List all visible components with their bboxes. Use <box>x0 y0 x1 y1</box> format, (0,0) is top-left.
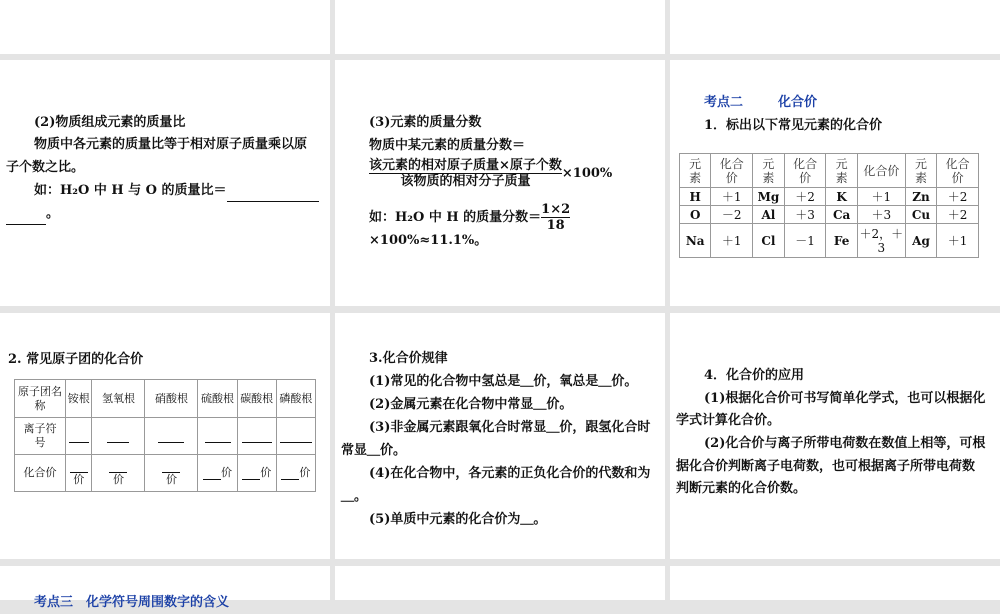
answer-blank <box>281 466 299 480</box>
section-title: 化合价 <box>778 95 818 110</box>
end-punct: 。 <box>46 206 60 221</box>
answer-blank <box>158 429 184 443</box>
answer-blank <box>242 429 272 443</box>
heading: 2. 常见原子团的化合价 <box>8 352 144 367</box>
answer-blank <box>6 211 46 225</box>
example-line-2 <box>6 203 59 225</box>
unit: 价 <box>73 473 85 486</box>
header-cell: 硝酸根 <box>145 380 198 418</box>
element-valence-table <box>679 153 979 258</box>
slide-bottom-middle <box>335 566 665 600</box>
fraction <box>369 158 562 189</box>
slide-top-middle <box>335 0 665 54</box>
blank-cell <box>66 418 92 455</box>
slide-valence-elements <box>670 60 1000 306</box>
fraction-denominator: 该物质的相对分子质量 <box>400 174 531 189</box>
valence-cell: ＋1 <box>711 188 753 206</box>
slide-bottom-right <box>670 566 1000 600</box>
answer-blank <box>242 466 260 480</box>
example-suffix: ×100%≈11.1%。 <box>369 233 488 248</box>
times-100: ×100% <box>561 166 613 181</box>
element-cell: Fe <box>826 224 857 258</box>
rule-1: (1)常见的化合物中氢总是＿价，氧总是＿价。 <box>369 374 638 389</box>
valence-cell: ＋1 <box>711 224 753 258</box>
blank-cell <box>237 455 276 492</box>
unit: 价 <box>221 466 233 479</box>
blank-cell <box>92 455 145 492</box>
answer-blank <box>107 429 129 443</box>
table-header-row <box>680 154 979 188</box>
fraction-numerator: 该元素的相对原子质量×原子个数 <box>369 158 562 173</box>
heading: 4．化合价的应用 <box>704 368 805 383</box>
element-cell: Al <box>753 206 785 224</box>
slide-mass-ratio <box>0 60 330 306</box>
example-prefix: 如：H₂O 中 H 的质量分数＝ <box>369 210 542 225</box>
header-cell: 铵根 <box>66 380 92 418</box>
header-cell: 化合价 <box>711 154 753 188</box>
table-row <box>680 224 979 258</box>
example-line <box>34 180 319 202</box>
heading: 3.化合价规律 <box>369 351 448 366</box>
header-cell: 化合价 <box>857 154 905 188</box>
rule-3-cont: 常显＿价。 <box>341 443 407 458</box>
slide-valence-application <box>670 313 1000 559</box>
answer-blank <box>162 459 180 473</box>
rule-4: (4)在化合物中，各元素的正负化合价的代数和为 <box>369 466 651 481</box>
element-cell: O <box>680 206 711 224</box>
para-2-cont: 判断元素的化合价数。 <box>676 481 807 496</box>
unit: 价 <box>299 466 311 479</box>
element-cell: H <box>680 188 711 206</box>
blank-cell <box>276 418 315 455</box>
unit: 价 <box>260 466 272 479</box>
slide-mass-fraction <box>335 60 665 306</box>
valence-cell: ＋3 <box>857 206 905 224</box>
valence-cell: ＋2 <box>784 188 826 206</box>
header-cell: 化合价 <box>937 154 979 188</box>
element-cell: Zn <box>905 188 936 206</box>
para-1: (1)根据化合价可书写简单化学式，也可以根据化 <box>704 391 986 406</box>
header-cell: 碳酸根 <box>237 380 276 418</box>
row-label: 离子符号 <box>15 418 66 455</box>
valence-cell: ＋2 <box>937 206 979 224</box>
blank-cell <box>145 418 198 455</box>
example-denominator: 18 <box>546 218 565 233</box>
table-row <box>15 418 316 455</box>
slide-top-right <box>670 0 1000 54</box>
example-formula <box>369 202 665 248</box>
element-cell: Ca <box>826 206 857 224</box>
table-row <box>680 206 979 224</box>
element-cell: Mg <box>753 188 785 206</box>
slide-top-left <box>0 0 330 54</box>
para-2: (2)化合价与离子所带电荷数在数值上相等，可根 <box>704 436 986 451</box>
answer-blank <box>205 429 231 443</box>
para-1-cont: 学式计算化合价。 <box>676 413 781 428</box>
blank-cell <box>145 455 198 492</box>
section-label: 考点二 <box>704 95 744 110</box>
example-text: 如：H₂O 中 H 与 O 的质量比＝ <box>34 183 227 198</box>
header-cell: 元素 <box>905 154 936 188</box>
header-cell: 化合价 <box>784 154 826 188</box>
valence-cell: －1 <box>784 224 826 258</box>
header-cell: 氢氧根 <box>92 380 145 418</box>
valence-cell: ＋2，＋3 <box>857 224 905 258</box>
header-cell: 硫酸根 <box>198 380 237 418</box>
radical-valence-table <box>14 379 316 492</box>
valence-cell: ＋2 <box>937 188 979 206</box>
rule-4-cont: ＿。 <box>341 489 368 504</box>
unit: 价 <box>112 473 124 486</box>
para-2-cont: 据化合价判断离子电荷数，也可根据离子所带电荷数 <box>676 459 976 474</box>
text-line: 子个数之比。 <box>6 160 85 175</box>
answer-blank <box>69 429 89 443</box>
element-cell: K <box>826 188 857 206</box>
rule-5: (5)单质中元素的化合价为＿。 <box>369 512 547 527</box>
header-cell: 元素 <box>680 154 711 188</box>
element-cell: Na <box>680 224 711 258</box>
example-numerator: 1×2 <box>541 202 571 217</box>
valence-cell: ＋1 <box>937 224 979 258</box>
blank-cell <box>66 455 92 492</box>
heading: (2)物质组成元素的质量比 <box>34 115 186 130</box>
heading: (3)元素的质量分数 <box>369 115 482 130</box>
answer-blank <box>227 188 319 202</box>
rule-2: (2)金属元素在化合物中常显＿价。 <box>369 397 573 412</box>
slide-bottom-left <box>0 566 330 610</box>
valence-cell: ＋3 <box>784 206 826 224</box>
slide-radical-valence <box>0 313 330 559</box>
element-cell: Cl <box>753 224 785 258</box>
valence-cell: －2 <box>711 206 753 224</box>
slide-valence-rules <box>335 313 665 559</box>
answer-blank <box>203 466 221 480</box>
blank-cell <box>237 418 276 455</box>
example-fraction <box>541 202 570 233</box>
table-row <box>680 188 979 206</box>
subheading: 1．标出以下常见元素的化合价 <box>704 118 883 133</box>
text-line: 物质中某元素的质量分数＝ <box>369 138 526 153</box>
blank-cell <box>276 455 315 492</box>
header-cell: 磷酸根 <box>276 380 315 418</box>
answer-blank <box>109 459 127 473</box>
table-row <box>15 455 316 492</box>
element-cell: Cu <box>905 206 936 224</box>
row-label: 化合价 <box>15 455 66 492</box>
blank-cell <box>92 418 145 455</box>
unit: 价 <box>165 473 177 486</box>
text-line: 物质中各元素的质量比等于相对原子质量乘以原 <box>34 137 308 152</box>
header-cell: 元素 <box>753 154 785 188</box>
header-cell: 元素 <box>826 154 857 188</box>
blank-cell <box>198 418 237 455</box>
answer-blank <box>280 429 312 443</box>
element-cell: Ag <box>905 224 936 258</box>
formula <box>369 158 612 189</box>
section-title: 考点三 化学符号周围数字的含义 <box>34 595 230 610</box>
rule-3: (3)非金属元素跟氧化合时常显＿价，跟氢化合时 <box>369 420 651 435</box>
blank-cell <box>198 455 237 492</box>
table-row <box>15 380 316 418</box>
valence-cell: ＋1 <box>857 188 905 206</box>
header-cell: 原子团名称 <box>15 380 66 418</box>
answer-blank <box>70 459 88 473</box>
